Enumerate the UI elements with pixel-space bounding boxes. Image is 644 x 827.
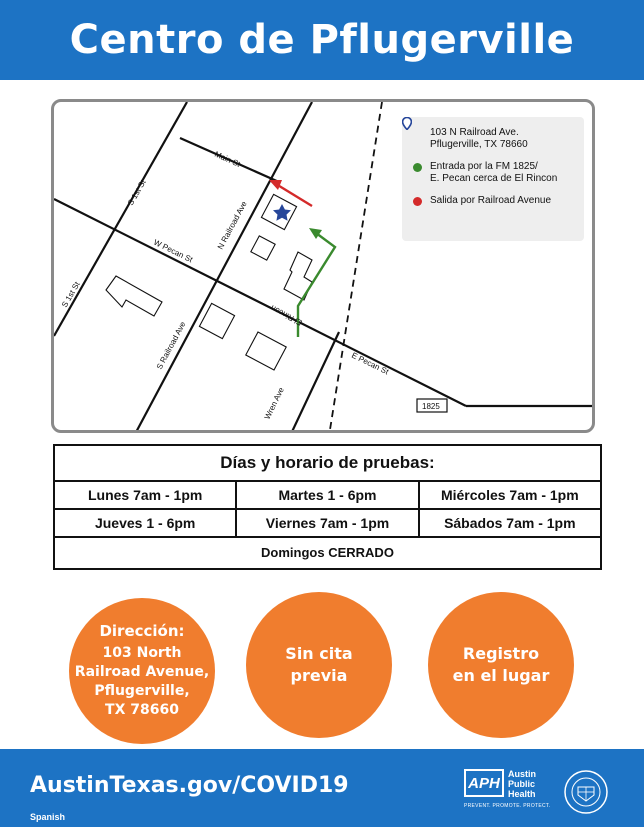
no-appointment-circle xyxy=(246,592,392,738)
address-line2: Railroad Avenue, xyxy=(74,664,210,680)
page-title: Centro de Pflugerville xyxy=(69,17,575,63)
building xyxy=(251,236,275,260)
aph-logo-text xyxy=(508,769,536,799)
aph-line2: Public xyxy=(508,779,536,789)
aph-logo-mark: APH xyxy=(464,769,504,797)
legend-exit xyxy=(410,195,576,207)
schedule-cell-friday: Viernes 7am - 1pm xyxy=(237,510,419,536)
street-wren xyxy=(290,332,339,433)
building xyxy=(106,276,162,316)
schedule-row xyxy=(55,510,600,538)
legend-entrance-line2: E. Pecan cerca de El Rincon xyxy=(430,173,558,184)
aph-line3: Health xyxy=(508,789,536,799)
onsite-registration-circle xyxy=(428,592,574,738)
aph-tagline: PREVENT. PROMOTE. PROTECT. xyxy=(464,803,551,809)
building xyxy=(246,332,286,370)
street-label-s-1st-lower: S 1st St xyxy=(59,280,82,309)
address-title: Dirección: xyxy=(99,622,185,640)
schedule-cell-monday: Lunes 7am - 1pm xyxy=(55,482,237,508)
map-pin-icon xyxy=(410,127,424,129)
onsite-line1: Registro xyxy=(462,644,540,663)
address-line4: TX 78660 xyxy=(105,702,179,718)
schedule-row xyxy=(55,482,600,510)
legend-address-line2: Pflugerville, TX 78660 xyxy=(430,139,528,150)
building xyxy=(284,252,312,300)
schedule-cell-thursday: Jueves 1 - 6pm xyxy=(55,510,237,536)
route-label-1825: 1825 xyxy=(422,402,440,411)
address-line3: Pflugerville, xyxy=(94,683,190,699)
footer-banner xyxy=(0,749,644,827)
green-dot-icon xyxy=(413,163,422,172)
aph-line1: Austin xyxy=(508,769,536,779)
red-dot-icon xyxy=(413,197,422,206)
no-appointment-line1: Sin cita xyxy=(285,644,353,663)
legend-address xyxy=(410,127,576,151)
website-link[interactable]: AustinTexas.gov/COVID19 xyxy=(30,773,349,798)
location-map xyxy=(51,99,595,433)
language-label: Spanish xyxy=(30,812,66,822)
street-label-wren: Wren Ave xyxy=(262,386,286,421)
map-legend xyxy=(402,117,584,241)
no-appointment-line2: previa xyxy=(290,666,348,685)
legend-address-line1: 103 N Railroad Ave. xyxy=(430,127,519,138)
schedule-table xyxy=(53,444,602,570)
building xyxy=(199,303,234,338)
legend-entrance-line1: Entrada por la FM 1825/ xyxy=(430,161,538,172)
schedule-closed-sunday: Domingos CERRADO xyxy=(261,544,394,560)
street-label-s-1st-upper: S 1st St xyxy=(125,178,148,207)
street-label-w-pecan: W Pecan St xyxy=(152,237,195,265)
street-label-n-railroad: N Railroad Ave xyxy=(215,199,249,251)
aph-logo xyxy=(464,769,551,809)
schedule-cell-wednesday: Miércoles 7am - 1pm xyxy=(440,487,579,503)
city-seal-icon xyxy=(563,769,609,820)
onsite-line2: en el lugar xyxy=(452,666,550,685)
legend-exit-text: Salida por Railroad Avenue xyxy=(430,195,552,206)
schedule-title: Días y horario de pruebas: xyxy=(55,446,600,482)
header-banner xyxy=(0,0,644,80)
legend-entrance xyxy=(410,161,576,185)
street-label-e-pecan: E Pecan St xyxy=(350,350,391,377)
street-label-el-rincon: El Rincon xyxy=(269,303,304,328)
schedule-cell-tuesday: Martes 1 - 6pm xyxy=(237,482,419,508)
address-line1: 103 North xyxy=(102,645,182,661)
street-label-s-railroad: S Railroad Ave xyxy=(154,320,188,371)
railroad-track xyxy=(329,102,382,433)
street-label-main: Main St xyxy=(213,149,242,169)
address-circle xyxy=(69,598,215,744)
schedule-cell-saturday: Sábados 7am - 1pm xyxy=(444,515,576,531)
exit-arrowhead xyxy=(269,180,282,190)
